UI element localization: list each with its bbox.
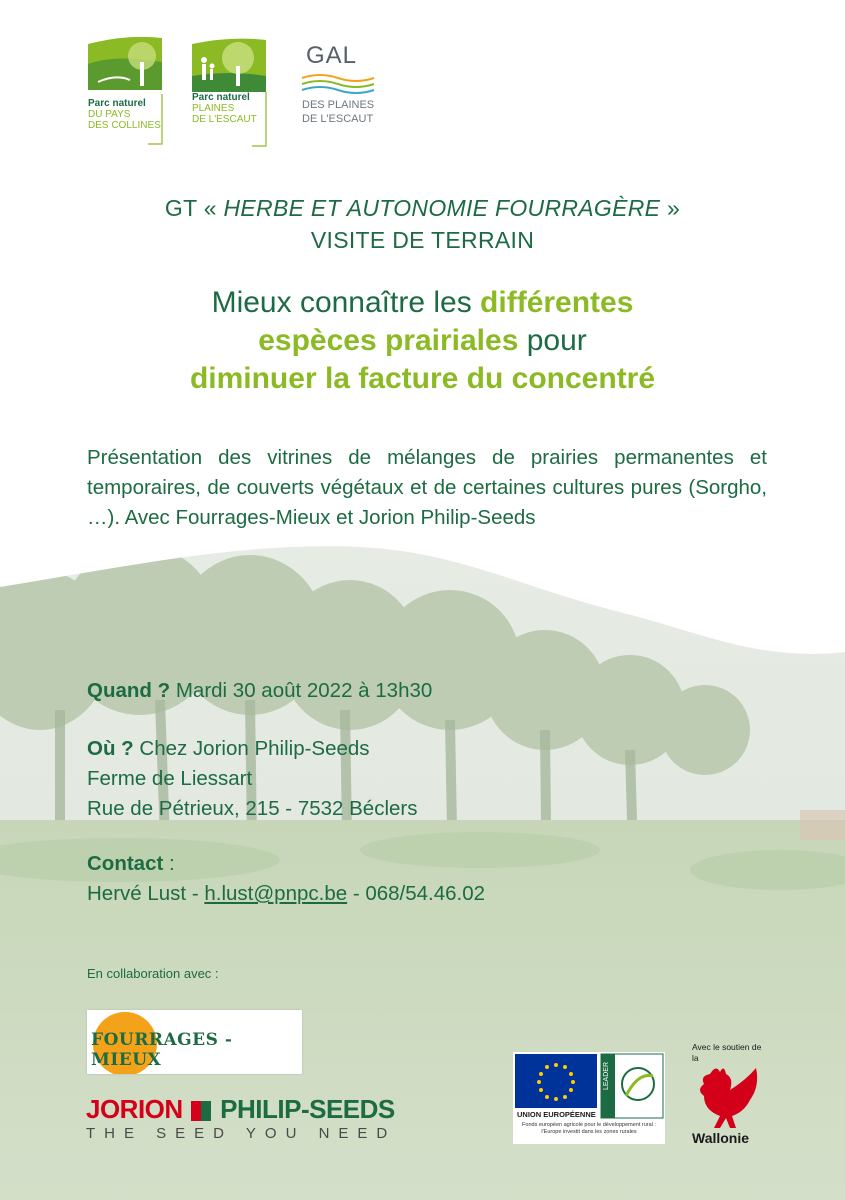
- heading-prefix: GT «: [164, 195, 224, 221]
- fourrages-mieux-logo: [87, 1010, 302, 1074]
- headline: [0, 284, 845, 398]
- event-description: Présentation des vitrines de mélanges de prairies permanentes et temporaires, de couverts végétaux et de certaines cultures pures (Sorgho, …). Avec Fourrages-Mieux et Jorion Philip-Seeds: [87, 446, 767, 529]
- where-line2: Ferme de Liessart: [87, 767, 253, 790]
- event-heading: [0, 192, 845, 256]
- pnpe-line1: Parc naturel: [192, 92, 250, 103]
- leader-label: LEADER: [603, 1061, 610, 1090]
- pnpc-line2: DU PAYS: [88, 109, 131, 120]
- headline-part1: Mieux connaître les: [211, 286, 481, 319]
- gal-waves-icon: [300, 72, 375, 98]
- heading-suffix: »: [660, 195, 681, 221]
- headline-part4: pour: [518, 324, 587, 357]
- when-label: Quand ?: [87, 679, 171, 702]
- contact-email-link[interactable]: h.lust@pnpc.be: [204, 882, 348, 905]
- heading-title: HERBE ET AUTONOMIE FOURRAGÈRE: [223, 195, 661, 221]
- when-value: Mardi 30 août 2022 à 13h30: [170, 679, 433, 702]
- jorion-flag-icon: [191, 1101, 211, 1121]
- when-block: [87, 676, 432, 706]
- gal-line2: DE L'ESCAUT: [302, 113, 374, 125]
- eu-leader-logo: [513, 1052, 665, 1144]
- contact-name: Hervé Lust -: [87, 882, 205, 905]
- headline-part2: différentes: [480, 286, 634, 319]
- wallonie-support: Avec le soutien de: [692, 1042, 762, 1052]
- wallonie-name: Wallonie: [692, 1130, 750, 1146]
- eu-label: UNION EUROPÉENNE: [517, 1110, 596, 1119]
- where-line1: Chez Jorion Philip-Seeds: [133, 737, 370, 760]
- wallonie-logo: [690, 1042, 770, 1152]
- fourrages-part2: RAGES - MIEUX: [91, 1030, 233, 1070]
- collaboration-label: En collaboration avec :: [87, 966, 219, 981]
- where-label: Où ?: [87, 737, 134, 760]
- jorion-tagline: THE SEED YOU NEED: [86, 1125, 397, 1142]
- where-block: [87, 734, 417, 824]
- contact-colon: :: [163, 852, 175, 875]
- jorion-philip-seeds-logo: [86, 1094, 446, 1144]
- where-line3: Rue de Pétrieux, 215 - 7532 Béclers: [87, 797, 418, 820]
- headline-part5: diminuer la facture du concentré: [189, 362, 656, 395]
- jorion-name1: JORION: [86, 1094, 183, 1124]
- pnpe-frame: [190, 36, 270, 148]
- pnpe-line3: DE L'ESCAUT: [192, 114, 257, 125]
- pnpc-frame: [86, 34, 166, 148]
- heading-subtitle: VISITE DE TERRAIN: [310, 227, 535, 253]
- gal-title: GAL: [306, 42, 358, 69]
- contact-block: [87, 849, 485, 909]
- contact-label: Contact: [87, 852, 164, 875]
- fourrages-part1: FOUR: [91, 1030, 149, 1050]
- wallonie-la: la: [692, 1053, 699, 1063]
- gal-line1: DES PLAINES: [302, 99, 375, 111]
- pnpc-line3: DES COLLINES: [88, 120, 161, 131]
- parc-naturel-plaines-escaut-logo: [190, 36, 270, 148]
- headline-part3: espèces prairiales: [258, 324, 519, 357]
- contact-phone: - 068/54.46.02: [347, 882, 486, 905]
- pnpc-line1: Parc naturel: [88, 98, 146, 109]
- pnpe-line2: PLAINES: [192, 103, 235, 114]
- eu-caption1: Fonds européen agricole pour le développement rural :: [522, 1122, 656, 1128]
- jorion-name2: PHILIP-SEEDS: [220, 1094, 395, 1124]
- eu-caption2: l'Europe investit dans les zones rurales: [541, 1129, 637, 1135]
- gal-plaines-escaut-logo: [300, 40, 375, 130]
- parc-naturel-pays-des-collines-logo: [86, 34, 166, 148]
- rooster-icon: [690, 1060, 770, 1132]
